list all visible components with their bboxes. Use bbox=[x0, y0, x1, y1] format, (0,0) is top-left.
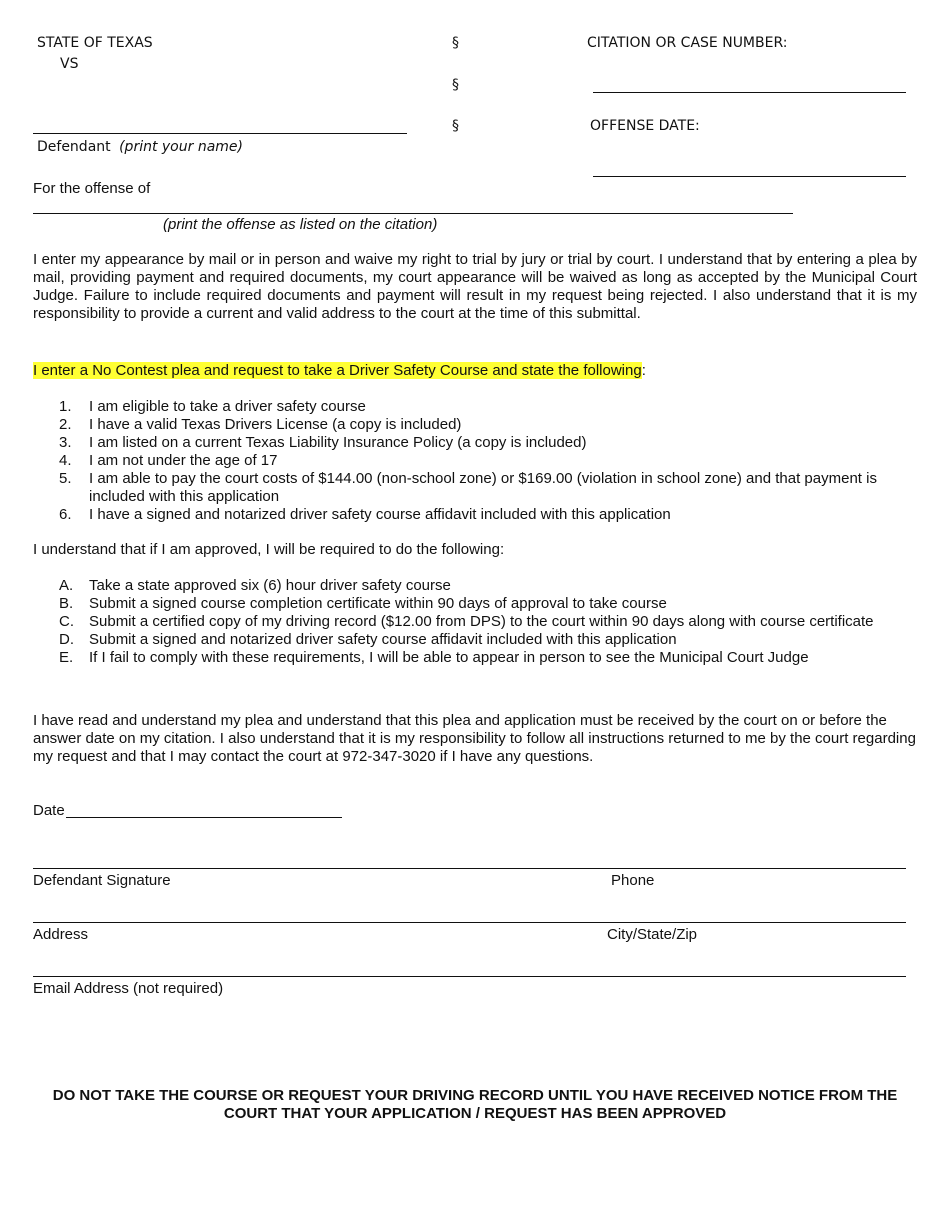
requirement-item bbox=[33, 577, 923, 595]
offense-label: For the offense of bbox=[33, 180, 151, 197]
requirement-item bbox=[33, 649, 923, 667]
offense-hint: (print the offense as listed on the citation) bbox=[163, 216, 438, 233]
requirements-intro: I understand that if I am approved, I will be required to do the following: bbox=[33, 541, 505, 558]
defendant-name-field[interactable] bbox=[33, 133, 407, 134]
statement-item bbox=[33, 398, 923, 416]
statements-list bbox=[33, 398, 923, 524]
section-symbol-1: § bbox=[452, 35, 459, 51]
date-field[interactable] bbox=[66, 817, 342, 818]
statement-item bbox=[33, 470, 923, 506]
requirement-text: Submit a certified copy of my driving record ($12.00 from DPS) to the court within 90 days along with course certificate bbox=[89, 613, 874, 630]
requirement-item bbox=[33, 631, 923, 649]
acknowledgment-paragraph: I have read and understand my plea and understand that this plea and application must be received by the court on or before the answer date on my citation. I also understand that it is my responsibility to follow all instructions returned to me by the court regarding my request and that I may contact the court at 972-347-3020 if I have any questions. bbox=[33, 712, 916, 765]
statement-text: I am listed on a current Texas Liability Insurance Policy (a copy is included) bbox=[89, 434, 587, 451]
requirement-text: Submit a signed and notarized driver safety course affidavit included with this application bbox=[89, 631, 677, 648]
vs-label: VS bbox=[60, 56, 79, 72]
requirement-text: Submit a signed course completion certificate within 90 days of approval to take course bbox=[89, 595, 667, 612]
requirements-list bbox=[33, 577, 923, 667]
requirement-item bbox=[33, 613, 923, 631]
requirement-text: If I fail to comply with these requirements, I will be able to appear in person to see the Municipal Court Judge bbox=[89, 649, 809, 666]
statement-marker: 5. bbox=[59, 470, 72, 487]
requirement-marker: E. bbox=[59, 649, 74, 666]
plea-suffix: : bbox=[641, 362, 646, 379]
email-field[interactable] bbox=[33, 976, 906, 977]
statement-marker: 4. bbox=[59, 452, 72, 469]
statement-marker: 3. bbox=[59, 434, 72, 451]
city-state-zip-label: City/State/Zip bbox=[607, 926, 698, 943]
signature-phone-field[interactable] bbox=[33, 868, 906, 869]
appearance-paragraph: I enter my appearance by mail or in person and waive my right to trial by jury or trial by court. I understand that by entering a plea by mail, providing payment and required documents, my court appearance will be waived as long as accepted by the Municipal Court Judge. Failure to include required documents and payment will result in my request being rejected. I also understand that it is my responsibility to provide a current and valid address to the court at the time of this submittal. bbox=[33, 251, 917, 322]
statement-text: I am not under the age of 17 bbox=[89, 452, 278, 469]
state-of-texas: STATE OF TEXAS bbox=[37, 35, 153, 51]
offense-date-label: OFFENSE DATE: bbox=[590, 118, 700, 134]
statement-text: I am able to pay the court costs of $144.00 (non-school zone) or $169.00 (violation in school zone) and that payment is included with this application bbox=[89, 470, 877, 505]
statement-item bbox=[33, 506, 923, 524]
defendant-signature-label: Defendant Signature bbox=[33, 872, 171, 889]
statement-marker: 6. bbox=[59, 506, 72, 523]
address-city-field[interactable] bbox=[33, 922, 906, 923]
offense-date-field[interactable] bbox=[593, 176, 906, 177]
requirement-marker: D. bbox=[59, 631, 74, 648]
statement-text: I have a signed and notarized driver safety course affidavit included with this application bbox=[89, 506, 671, 523]
statement-item bbox=[33, 434, 923, 452]
requirement-item bbox=[33, 595, 923, 613]
requirement-marker: B. bbox=[59, 595, 74, 612]
phone-label: Phone bbox=[611, 872, 655, 889]
statement-item bbox=[33, 416, 923, 434]
date-label: Date bbox=[33, 802, 65, 819]
requirement-marker: A. bbox=[59, 577, 74, 594]
plea-statement bbox=[33, 362, 646, 379]
requirement-text: Take a state approved six (6) hour driver safety course bbox=[89, 577, 451, 594]
defendant-hint: (print your name) bbox=[119, 139, 243, 155]
statement-item bbox=[33, 452, 923, 470]
statement-text: I am eligible to take a driver safety course bbox=[89, 398, 366, 415]
statement-marker: 1. bbox=[59, 398, 72, 415]
email-label: Email Address (not required) bbox=[33, 980, 224, 997]
citation-label: CITATION OR CASE NUMBER: bbox=[587, 35, 788, 51]
section-symbol-3: § bbox=[452, 118, 459, 134]
section-symbol-2: § bbox=[452, 77, 459, 93]
address-label: Address bbox=[33, 926, 89, 943]
plea-highlight: I enter a No Contest plea and request to take a Driver Safety Course and state the following bbox=[33, 362, 642, 379]
statement-marker: 2. bbox=[59, 416, 72, 433]
offense-field[interactable] bbox=[33, 213, 793, 214]
defendant-label bbox=[37, 139, 243, 155]
statement-text: I have a valid Texas Drivers License (a copy is included) bbox=[89, 416, 462, 433]
requirement-marker: C. bbox=[59, 613, 74, 630]
citation-number-field[interactable] bbox=[593, 92, 906, 93]
defendant-label-text: Defendant bbox=[37, 139, 111, 155]
approval-notice: DO NOT TAKE THE COURSE OR REQUEST YOUR DRIVING RECORD UNTIL YOU HAVE RECEIVED NOTICE FROM THE COURT THAT YOUR APPLICATION / REQUEST HAS BEEN APPROVED bbox=[52, 1087, 898, 1122]
